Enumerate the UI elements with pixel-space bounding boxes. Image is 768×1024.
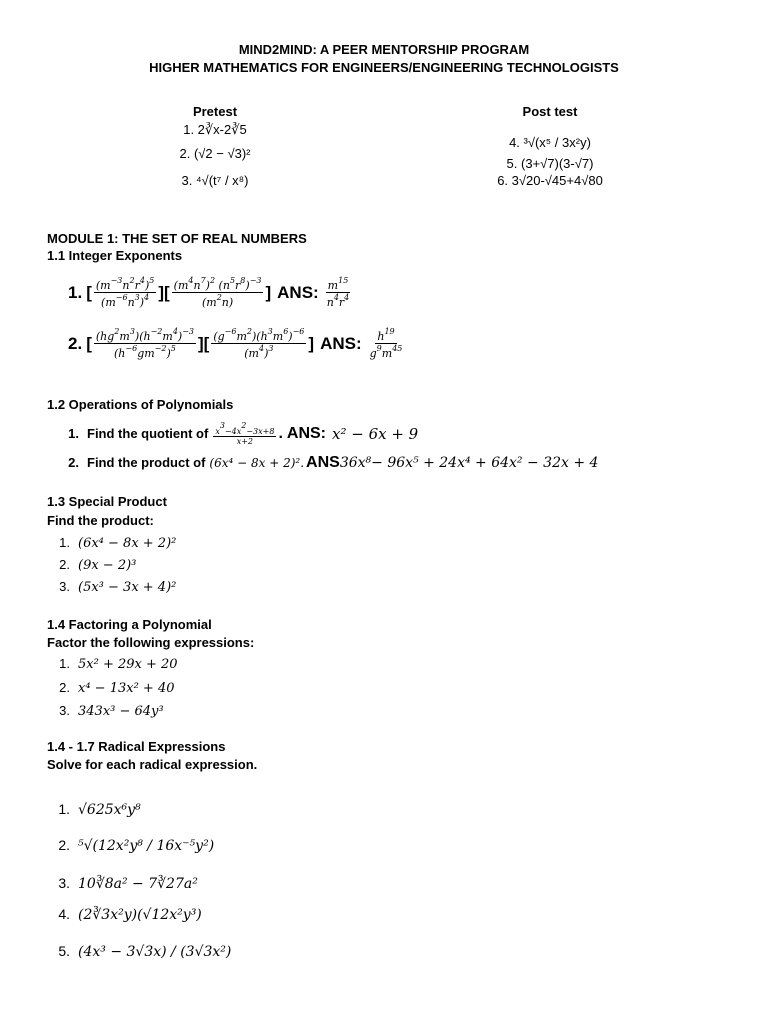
q2-ans-label: ANS:	[320, 333, 362, 353]
bracket-open: [	[86, 282, 92, 302]
section-1-1-title: 1.1 Integer Exponents	[47, 248, 183, 263]
poly-q1-ans-label: ANS:	[286, 424, 326, 442]
section-1-4-subtitle: Factor the following expressions:	[47, 635, 255, 650]
pretest-title: Pretest	[192, 104, 238, 119]
pretest-item-2: 2. (√2 − √3)²	[179, 146, 251, 161]
radical-item-4: 4. (2∛3x²y)(√12x²y³)	[58, 906, 202, 923]
q1-fraction-2: $\frac{(m^4n^7)^2 (n^5r^8)^{-3}}{(m^2n)}$	[173, 276, 262, 309]
q2-answer: $\frac{h^{19}}{g^9m^{45}}$	[369, 327, 403, 360]
integer-exponents-q1	[68, 276, 353, 309]
q1-number: 1.	[68, 282, 83, 302]
radical-item-2: 2. ⁵√(12x²y⁸ / 16x⁻⁵y²)	[58, 837, 215, 854]
section-1-2-title: 1.2 Operations of Polynomials	[47, 397, 234, 412]
doc-title-line-2: HIGHER MATHEMATICS FOR ENGINEERS/ENGINEERING TECHNOLOGISTS	[149, 60, 619, 75]
poly-q1-text: Find the quotient of	[87, 426, 209, 441]
radical-item-3: 3. 10∛8a² − 7∛27a²	[58, 875, 198, 892]
section-1-3-subtitle: Find the product:	[47, 513, 154, 528]
poly-q1-answer: x² − 6x + 9	[332, 424, 419, 443]
pretest-item-3: 3. ⁴√(t⁷ / x⁸)	[181, 173, 249, 188]
special-product-item-1: 1. (6x⁴ − 8x + 2)²	[59, 535, 177, 551]
q2-fraction-2: $\frac{(g^{-6}m^2)(h^3m^6)^{-6}}{(m^4)^3}$	[213, 327, 305, 360]
poly-q2-expression: (6x⁴ − 8x + 2)².	[209, 456, 305, 470]
posttest-item-5: 5. (3+√7)(3-√7)	[506, 156, 594, 171]
posttest-title: Post test	[522, 104, 578, 119]
poly-q2-text: Find the product of	[87, 455, 206, 470]
poly-q2	[63, 454, 598, 472]
section-1-3-title: 1.3 Special Product	[47, 494, 167, 509]
poly-q2-number: 2.	[68, 455, 79, 470]
bracket-mid: ][	[158, 282, 170, 302]
poly-q2-answer: 36x⁸− 96x⁵ + 24x⁴ + 64x² − 32x + 4	[339, 455, 599, 471]
section-1-4-title: 1.4 Factoring a Polynomial	[47, 617, 212, 632]
poly-q1	[63, 421, 418, 446]
bracket-open: [	[86, 333, 92, 353]
integer-exponents-q2	[68, 327, 406, 360]
factor-item-2: 2. x⁴ − 13x² + 40	[59, 680, 175, 696]
q1-ans-label: ANS:	[277, 282, 319, 302]
factor-item-1: 1. 5x² + 29x + 20	[59, 656, 178, 672]
special-product-item-2: 2. (9x − 2)³	[59, 557, 137, 573]
doc-title-line-1: MIND2MIND: A PEER MENTORSHIP PROGRAM	[238, 42, 530, 57]
posttest-item-6: 6. 3√20-√45+4√80	[497, 173, 603, 188]
q1-answer: $\frac{m^{15}}{n^4r^4}$	[326, 276, 350, 309]
poly-q1-number: 1.	[68, 426, 79, 441]
bracket-close: ]	[308, 333, 315, 353]
factor-item-3: 3. 343x³ − 64y³	[59, 703, 164, 719]
poly-q2-ans-label: ANS	[306, 454, 340, 471]
bracket-close: ]	[265, 282, 272, 302]
section-1-7-subtitle: Solve for each radical expression.	[47, 757, 258, 772]
radical-item-1: 1. √625x⁶y⁸	[58, 801, 141, 818]
module-title: MODULE 1: THE SET OF REAL NUMBERS	[47, 231, 307, 246]
radical-item-5: 5. (4x³ − 3√3x) / (3√3x²)	[58, 943, 232, 960]
q2-fraction-1: $\frac{(hg^2m^3)(h^{-2}m^4)^{-3}}{(h^{-6}gm^{-2})^5}$	[95, 327, 194, 360]
poly-q1-fraction: $\frac{x^3-4x^2-3x+8}{x+2}$	[215, 421, 275, 446]
section-1-7-title: 1.4 - 1.7 Radical Expressions	[47, 739, 226, 754]
posttest-item-4: 4. ³√(x⁵ / 3x²y)	[509, 135, 591, 150]
pretest-item-1: 1. 2∛x-2∛5	[183, 122, 247, 137]
special-product-item-3: 3. (5x³ − 3x + 4)²	[59, 579, 177, 595]
poly-q1-period: .	[278, 424, 283, 442]
q1-fraction-1: $\frac{(m^{-3}n^2r^4)^5}{(m^{-6}n^3)^4}$	[95, 276, 155, 309]
q2-number: 2.	[68, 333, 83, 353]
pretest-section	[150, 104, 280, 188]
posttest-section	[470, 104, 630, 188]
bracket-mid: ][	[198, 333, 210, 353]
